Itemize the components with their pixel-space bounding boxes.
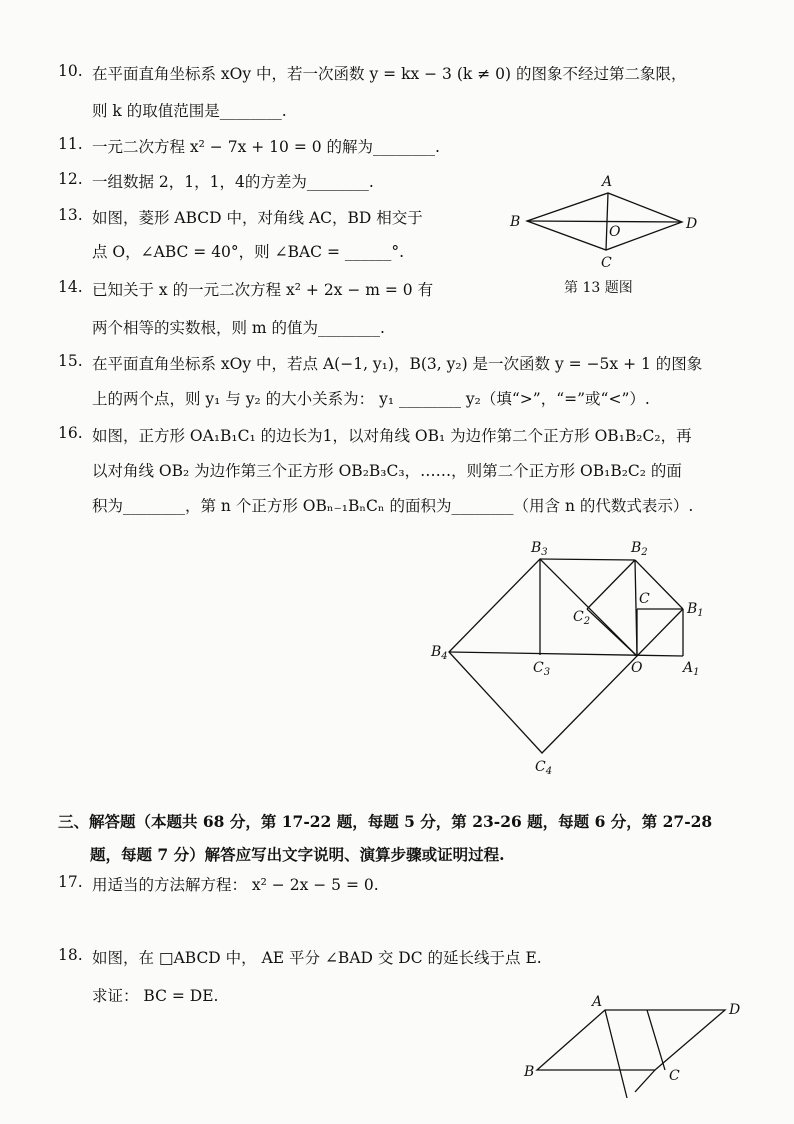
- section-3-heading: 三、解答题（本题共 68 分，第 17-22 题，每题 5 分，第 23-26 题，每题 6 分，第 27-28: [58, 812, 713, 831]
- question-text: 一组数据 2，1，1，4的方差为________.: [92, 173, 374, 191]
- question-text: 上的两个点，则 y₁ 与 y₂ 的大小关系为： y₁ ________ y₂（填“>”，“=”或“<”）.: [92, 390, 650, 408]
- label-O: O: [609, 224, 621, 240]
- question-number: 15.: [58, 352, 83, 370]
- label-B: B: [524, 1064, 535, 1080]
- label-C: C: [601, 255, 612, 271]
- label-C: C: [669, 1068, 680, 1084]
- question-text: 一元二次方程 x² − 7x + 10 = 0 的解为________.: [92, 138, 440, 156]
- question-text: 则 k 的取值范围是________.: [92, 102, 287, 120]
- question-number: 11.: [58, 135, 83, 153]
- question-text: 用适当的方法解方程： x² − 2x − 5 = 0.: [92, 876, 379, 894]
- figure-16-squares: [425, 535, 715, 780]
- label-C4: $C_4$: [535, 759, 553, 777]
- section-3-heading-line2: 题，每题 7 分）解答应写出文字说明、演算步骤或证明过程.: [90, 845, 505, 864]
- question-number: 16.: [58, 424, 83, 442]
- label-C: C: [639, 591, 650, 607]
- label-C3: $C_3$: [533, 660, 551, 678]
- question-number: 13.: [58, 206, 83, 224]
- label-O: O: [631, 660, 643, 676]
- question-text: 如图，菱形 ABCD 中，对角线 AC，BD 相交于: [92, 209, 423, 227]
- label-D: D: [686, 216, 698, 232]
- label-A1: $A_1$: [683, 660, 700, 678]
- question-text: 在平面直角坐标系 xOy 中，若一次函数 y = kx − 3 (k ≠ 0) 的图象不经过第二象限，: [92, 65, 687, 83]
- label-A: A: [602, 174, 613, 190]
- question-number: 10.: [58, 62, 83, 80]
- question-text: 两个相等的实数根，则 m 的值为________.: [92, 319, 385, 337]
- question-number: 17.: [58, 873, 83, 891]
- question-text: 点 O，∠ABC = 40°，则 ∠BAC = ______°.: [92, 243, 405, 261]
- question-text: 如图，在 □ABCD 中， AE 平分 ∠BAD 交 DC 的延长线于点 E.: [92, 949, 542, 967]
- figure-13-caption: 第 13 题图: [564, 280, 633, 296]
- question-text: 已知关于 x 的一元二次方程 x² + 2x − m = 0 有: [92, 281, 434, 299]
- question-text: 在平面直角坐标系 xOy 中，若点 A(−1, y₁)，B(3, y₂) 是一次函数 y = −5x + 1 的图象: [92, 355, 703, 373]
- label-B3: $B_3$: [531, 540, 548, 558]
- question-text: 以对角线 OB₂ 为边作第三个正方形 OB₂B₃C₃，……，则第二个正方形 OB₁B₂C₂ 的面: [92, 462, 682, 480]
- label-D: D: [729, 1002, 741, 1018]
- figure-18-parallelogram: [515, 992, 755, 1102]
- label-C2: $C_2$: [573, 609, 591, 627]
- label-B1: $B_1$: [687, 601, 704, 619]
- label-B4: $B_4$: [431, 644, 448, 662]
- label-B2: $B_2$: [631, 540, 648, 558]
- question-text: 求证： BC = DE.: [92, 987, 219, 1005]
- label-B: B: [510, 214, 521, 230]
- figure-13-rhombus: [500, 168, 730, 303]
- question-text: 积为________，第 n 个正方形 OBₙ₋₁BₙCₙ 的面积为________（用含 n 的代数式表示）.: [92, 497, 694, 515]
- question-number: 14.: [58, 278, 83, 296]
- label-A: A: [592, 994, 603, 1010]
- question-number: 12.: [58, 170, 83, 188]
- question-number: 18.: [58, 946, 83, 964]
- question-text: 如图，正方形 OA₁B₁C₁ 的边长为1，以对角线 OB₁ 为边作第二个正方形 OB₁B₂C₂，再: [92, 427, 692, 445]
